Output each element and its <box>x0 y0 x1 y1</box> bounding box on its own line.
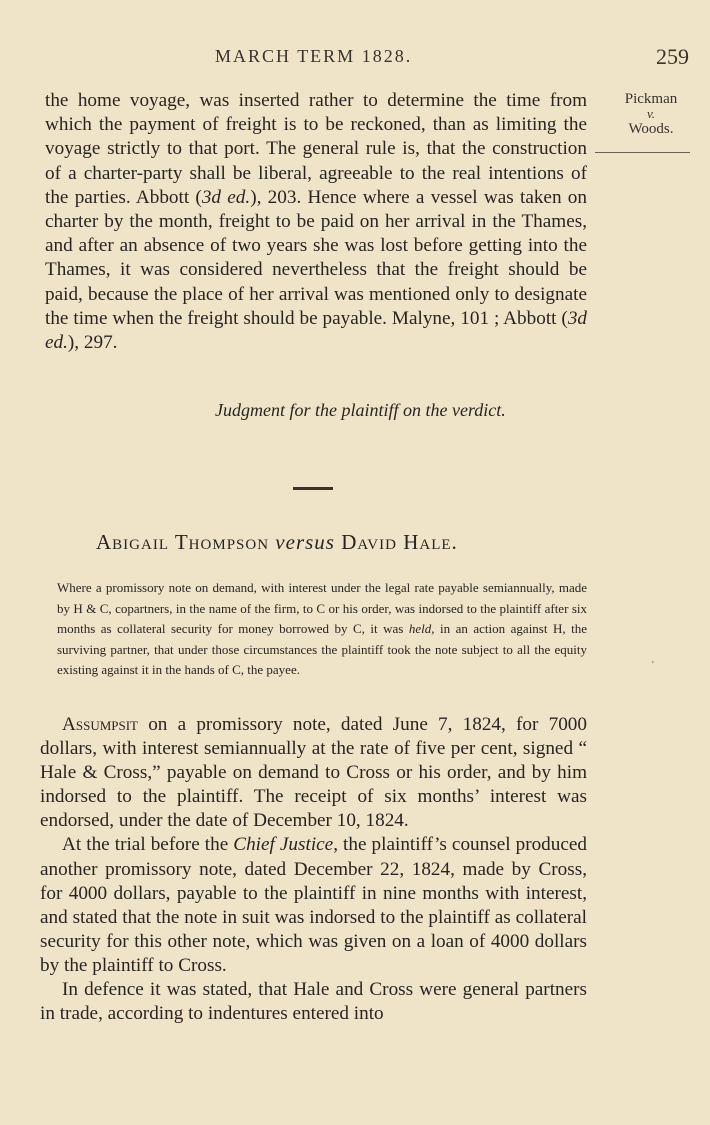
citation-edition-1: 3d ed. <box>201 186 251 208</box>
sidenote-party-2: Woods. <box>628 121 674 137</box>
running-head: MARCH TERM 1828. <box>215 46 413 66</box>
versus-word: versus <box>275 530 335 554</box>
top-paragraph-text-1: the home voyage, was inserted rather to determine the time from which the payment of freight is to be reckoned, than as limiting the voyage strictly to that port. The general rule is, that the construction of a charter-party shall be liberal, agreeable to the real intentions of the parties. Abbott ( <box>45 90 587 208</box>
headnote <box>57 578 587 681</box>
headnote-text-2: , in an action against H, the surviving partner, that under those circumstances the plaintiff took the note subject to all the equity existing against it in the hands of C, the payee. <box>57 621 587 677</box>
top-paragraph <box>45 89 587 355</box>
case-sidenote <box>606 90 696 138</box>
main-text <box>40 713 587 1026</box>
top-paragraph-text-2: ), 203. Hence where a vessel was taken on charter by the month, freight to be paid on her arrival in the Thames, and after an absence of two years she was lost before getting into the Thames, it was considered nevertheless that the freight should be paid, because the place of her arrival was mentioned only to designate the time when the freight should be payable. Malyne, 101 ; Abbott ( <box>45 186 587 329</box>
section-divider <box>293 487 333 490</box>
paragraph-1-lead: Assumpsit <box>62 714 138 735</box>
headnote-text-1: Where a promissory note on demand, with interest under the legal rate payable semiannually, made by H & C, copartners, in the name of the firm, to C or his order, was indorsed to the plaintiff after six months as collateral security for money borrowed by C, it was <box>57 580 587 636</box>
paragraph-2-text-1: At the trial before the <box>62 834 234 856</box>
judgment-line: Judgment for the plaintiff on the verdict. <box>215 400 506 420</box>
plaintiff-name: Abigail Thompson <box>96 530 270 554</box>
paragraph-3: In defence it was stated, that Hale and Cross were general partners in trade, according to indentures entered into <box>40 979 587 1025</box>
sidenote-rule <box>595 152 690 153</box>
headnote-held: held <box>408 621 432 636</box>
paragraph-1-text: on a promissory note, dated June 7, 1824, for 7000 dollars, with interest semiannually at the rate of five per cent, signed “ Hale & Cross,” payable on demand to Cross or his order, and by him indorsed to the plaintiff. The receipt of six months’ interest was endorsed, under the date of December 10, 1824. <box>40 714 587 832</box>
stray-mark: ' <box>652 660 654 671</box>
page-header <box>0 46 710 76</box>
defendant-name: David Hale. <box>341 530 458 554</box>
sidenote-party-1: Pickman <box>624 91 678 107</box>
paragraph-2-text-2: , the plaintiff’s counsel produced another promissory note, dated December 22, 1824, made by Cross, for 4000 dollars, payable to the plaintiff in nine months with interest, and stated that the note in suit was indorsed to the plaintiff as collateral security for this other note, which was given on a loan of 4000 dollars by the plaintiff to Cross. <box>40 834 587 976</box>
citation-edition-2: 3d ed. <box>45 307 587 354</box>
page-number: 259 <box>656 44 689 69</box>
top-paragraph-text-3: ), 297. <box>67 332 118 354</box>
sidenote-v: v. <box>646 106 656 121</box>
case-title <box>96 530 566 555</box>
paragraph-2 <box>40 833 587 978</box>
paragraph-2-italic: Chief Justice <box>233 834 334 856</box>
paragraph-1 <box>40 713 587 833</box>
